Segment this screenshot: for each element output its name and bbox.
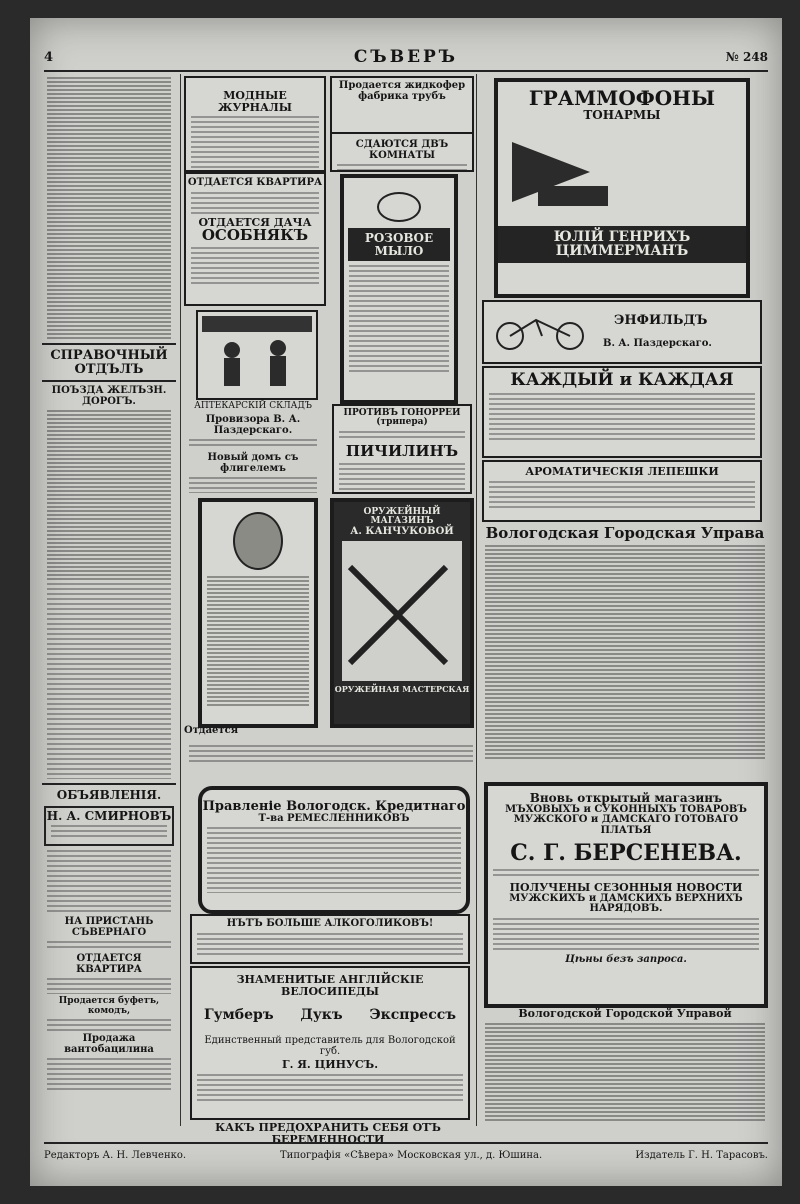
- soap-emblem: [377, 192, 421, 222]
- tonarms-title: ТОНАРМЫ: [583, 108, 661, 122]
- alcohol-ad: [190, 914, 470, 964]
- store-owner: С. Г. БЕРСЕНЕВА.: [510, 840, 742, 867]
- prodazha-ad: Продажа вантобацилина: [64, 1033, 154, 1055]
- gun-shop-title: ОРУЖЕЙНЫЙ МАГАЗИНЪ: [363, 507, 441, 527]
- printer-credit: Типографія «Сѣвера» Московская ул., д. Юшина.: [280, 1150, 543, 1161]
- bikes-rep: Единственный представитель для Вологодской губ.: [204, 1035, 456, 1058]
- gramophone-ad: [494, 78, 750, 298]
- smirnov-name: Н. А. СМИРНОВЪ: [46, 808, 172, 823]
- soap-ad: [340, 174, 458, 404]
- uprava2-title: Вологодской Городской Управой: [518, 1007, 732, 1020]
- publisher-credit: Издатель Г. Н. Тарасовъ.: [635, 1150, 768, 1161]
- ads-heading: ОБЪЯВЛЕНІЯ.: [56, 788, 162, 803]
- store-new: Вновь открытый магазинъ: [529, 791, 723, 805]
- masthead: СЪВЕРЪ: [353, 47, 459, 67]
- pharmacy-illustration: [196, 310, 318, 400]
- bufet-ad: Продается буфетъ, комодъ,: [58, 996, 160, 1016]
- rooms-title: СДАЮТСЯ ДВЪ КОМНАТЫ: [355, 139, 449, 161]
- store-prices: Цѣны безъ запроса.: [565, 953, 687, 965]
- pharmacy-figures-icon: [198, 312, 316, 398]
- train-schedule-table: [47, 410, 171, 580]
- soap-title: РОЗОВОЕ МЫЛО: [348, 228, 450, 261]
- kazhdy-ad: [482, 366, 762, 458]
- bersenev-store-ad: [484, 782, 768, 1008]
- bicycles-ad: [190, 966, 470, 1120]
- pharmacy-caption: АПТЕКАРСКІЙ СКЛАДЪ: [194, 401, 312, 411]
- uprava-notice: [480, 526, 770, 764]
- crossed-rifles-panel: [342, 541, 462, 681]
- store-outer: МУЖСКИХЪ и ДАМСКИХЪ ВЕРХНИХЪ: [509, 892, 743, 904]
- pichilin-title: ПИЧИЛИНЪ: [345, 441, 459, 460]
- bike-brand-duke: Дукъ: [300, 1007, 343, 1024]
- rooms-ad: [330, 132, 474, 172]
- journals-title: МОДНЫЕ ЖУРНАЛЫ: [218, 89, 292, 114]
- column-divider: [476, 74, 477, 1126]
- credit-society-ad: [198, 786, 470, 914]
- osobnyak-title: ОСОБНЯКЪ: [201, 226, 309, 245]
- bike-brand-express: Экспрессъ: [369, 1007, 456, 1024]
- new-house-title: Новый домъ съ флигелемъ: [207, 451, 299, 474]
- bikes-name: Г. Я. ЦИНУСЪ.: [281, 1058, 379, 1072]
- trubs-title: Продается жидкофер фабрика трубъ: [338, 80, 466, 102]
- pristan-ad: НА ПРИСТАНЬ СЪВЕРНАГО: [64, 916, 154, 938]
- uprava-notice-2: [480, 1008, 770, 1126]
- portrait-icon: [233, 512, 283, 570]
- portrait-ad: [198, 498, 318, 728]
- zimmermann-title: ЮЛІЙ ГЕНРИХЪ ЦИММЕРМАНЪ: [498, 226, 746, 263]
- bicycle-icon: [492, 312, 592, 352]
- uprava-title: Вологодская Городская Управа: [485, 524, 765, 542]
- middle-column: [184, 74, 472, 1146]
- gramophones-title: ГРАММОФОНЫ: [528, 86, 716, 110]
- enfield-title: ЭНФИЛЬДЪ: [614, 313, 708, 328]
- pharmacy-ad: [184, 400, 322, 496]
- page-number: 4: [44, 50, 54, 65]
- enfield-ad: [482, 300, 762, 364]
- housing-ads: [184, 172, 326, 306]
- bike-brand-humber: Гумберъ: [204, 1007, 274, 1024]
- gonorrhea-title: ПРОТИВЪ ГОНОРРЕИ (трипера): [343, 408, 461, 428]
- issue-number: № 248: [725, 50, 768, 64]
- otdaetsya-label: Отдается: [184, 725, 239, 736]
- notice-text-block: [189, 745, 473, 765]
- kvartira-ad-left: ОТДАЕТСЯ КВАРТИРА: [76, 953, 142, 975]
- pravlenie-title: Правленіе Вологодск. Кредитнаго: [202, 799, 466, 814]
- store-outer2: НАРЯДОВЪ.: [589, 903, 663, 915]
- dacha-title: ОТДАЕТСЯ ДАЧА: [198, 215, 312, 229]
- store-goods: МЪХОВЫХЪ и СУКОННЫХЪ ТОВАРОВЪ: [505, 803, 747, 815]
- trains-heading: ПОЪЗДА ЖЕЛЪЗН. ДОРОГЪ.: [51, 385, 167, 407]
- gun-footer: ОРУЖЕЙНАЯ МАСТЕРСКАЯ: [334, 684, 470, 695]
- pharmacy-owner: Провизора В. А. Паздерскаго.: [205, 413, 301, 436]
- crossed-rifles-icon: [342, 541, 454, 681]
- notice-text-block: [47, 583, 171, 779]
- pregnancy-ad: КАКЪ ПРЕДОХРАНИТЬ СЕБЯ ОТЪ БЕРЕМЕННОСТИ: [215, 1121, 441, 1146]
- trubs-ad: [330, 76, 474, 134]
- store-clothes: МУЖСКОГО и ДАМСКАГО ГОТОВАГО ПЛАТЬЯ: [513, 814, 739, 836]
- page-header: [44, 46, 768, 72]
- smirnov-ad: [44, 806, 174, 847]
- lozenges-title: АРОМАТИЧЕСКІЯ ЛЕПЕШКИ: [525, 465, 719, 478]
- store-news: ПОЛУЧЕНЫ СЕЗОННЫЯ НОВОСТИ: [509, 881, 743, 895]
- editor-credit: Редакторъ А. Н. Левченко.: [44, 1150, 187, 1161]
- pravlenie-subtitle: Т-ва РЕМЕСЛЕННИКОВЪ: [258, 812, 410, 824]
- reference-heading: СПРАВОЧНЫЙ ОТДЪЛЪ: [50, 348, 168, 377]
- gun-owner: А. КАНЧУКОВОЙ: [350, 525, 454, 537]
- notice-text-block: [47, 850, 171, 914]
- enfield-seller: В. А. Паздерскаго.: [603, 338, 712, 349]
- right-column: [480, 74, 770, 1126]
- journals-ad: [184, 76, 326, 172]
- page-footer: [44, 1142, 768, 1168]
- bikes-heading: ЗНАМЕНИТЫЕ АНГЛІЙСКІЕ ВЕЛОСИПЕДЫ: [236, 973, 424, 998]
- gun-shop-ad: [330, 498, 474, 728]
- kvartira-title: ОТДАЕТСЯ КВАРТИРА: [187, 177, 323, 188]
- alcohol-title: НЪТЪ БОЛЬШЕ АЛКОГОЛИКОВЪ!: [226, 918, 434, 929]
- notice-text-block: [47, 77, 171, 339]
- gramophone-icon: [498, 122, 746, 222]
- pichilin-ad: [332, 404, 472, 494]
- left-column: [42, 74, 176, 1126]
- kazhdy-title: КАЖДЫЙ и КАЖДАЯ: [510, 370, 734, 390]
- lozenges-ad: [482, 460, 762, 522]
- newspaper-page: [30, 18, 782, 1186]
- column-divider: [180, 74, 181, 1126]
